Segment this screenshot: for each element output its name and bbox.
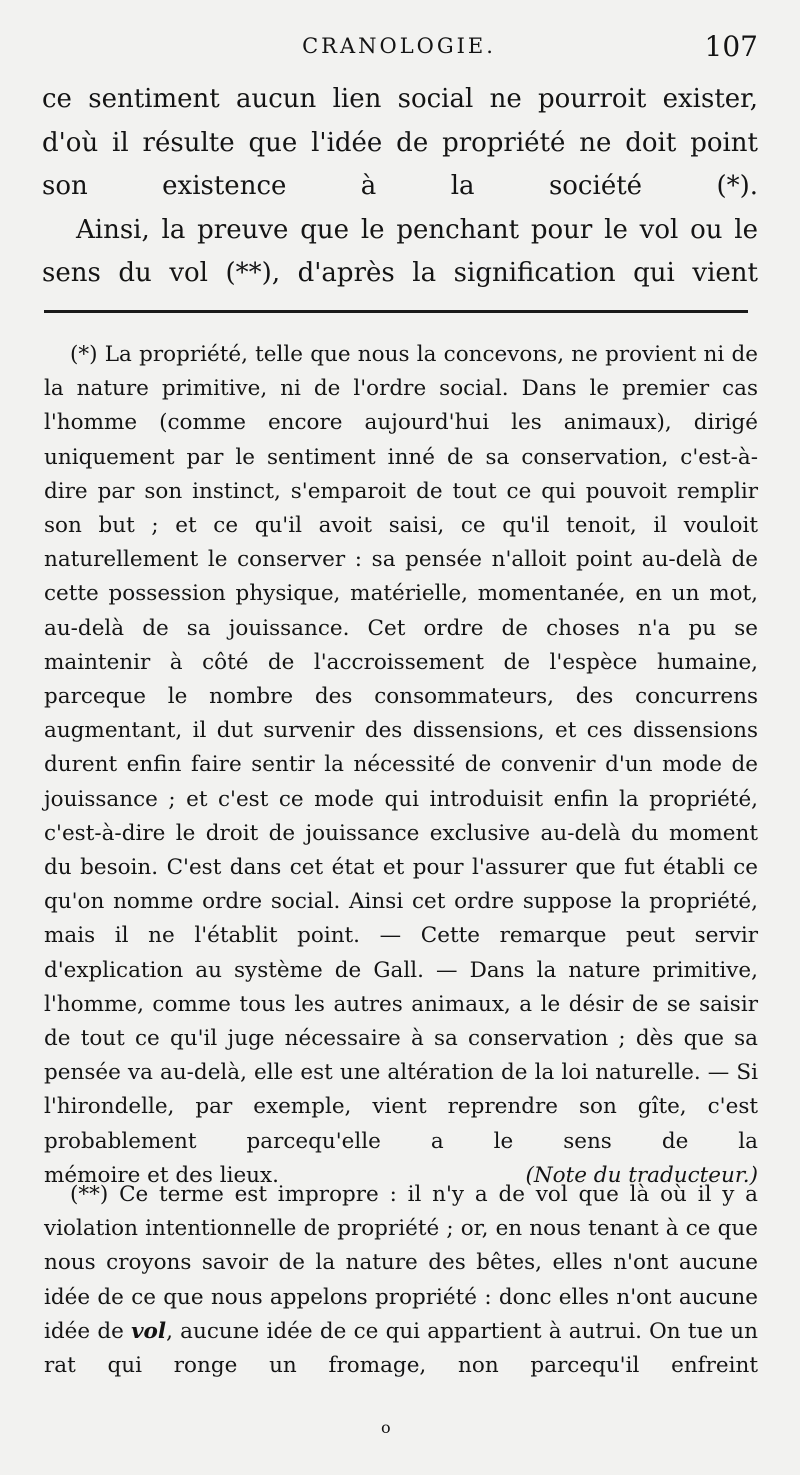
footnote-2-text-end: , aucune idée de ce qui appartient à autrui. On tue un rat qui ronge un fromage, non parcequ'il enfreint — [44, 1318, 758, 1379]
running-title: CRANOLOGIE. — [302, 34, 496, 58]
main-text — [42, 78, 758, 296]
footnote-2-text — [44, 1178, 758, 1383]
page-header — [40, 28, 758, 68]
footnote-1 — [44, 338, 758, 1193]
paragraph-1: ce sentiment aucun lien social ne pourroit exister, d'où il résulte que l'idée de propriété ne doit point son existence à la société (*). — [42, 84, 758, 201]
footnote-1-last-line: mémoire et des lieux. — [44, 1162, 279, 1188]
page-number: 107 — [704, 30, 758, 63]
footnote-1-text: (*) La propriété, telle que nous la concevons, ne provient ni de la nature primitive, ni de l'ordre social. Dans le premier cas l'homme (comme encore aujourd'hui les animaux), dirigé uniquement par le sentiment inné de sa conservation, c'est-à-dire par son instinct, s'emparoit de tout ce qui pouvoit remplir son but ; et ce qu'il avoit saisi, ce qu'il tenoit, il vouloit naturellement le conserver : sa pensée n'alloit point au-delà de cette possession physique, matérielle, momentanée, en un mot, au-delà de sa jouissance. Cet ordre de choses n'a pu se maintenir à côté de l'accroissement de l'espèce humaine, parceque le nombre des consommateurs, des concurrens augmentant, il dut survenir des dissensions, et ces dissensions durent enfin faire sentir la nécessité de convenir d'un mode de jouissance ; et c'est ce mode qui introduisit enfin la propriété, c'est-à-dire le droit de jouissance exclusive au-delà du moment du besoin. C'est dans cet état et pour l'assurer que fut établi ce qu'on nomme ordre social. Ainsi cet ordre suppose la propriété, mais il ne l'établit point. — Cette remarque peut servir d'explication au système de Gall. — Dans la nature primitive, l'homme, comme tous les autres animaux, a le désir de se saisir de tout ce qu'il juge nécessaire à sa conservation ; dès que sa pensée va au-delà, elle est une altération de la loi naturelle. — Si l'hirondelle, par exemple, vient reprendre son gîte, c'est probablement parcequ'elle a le sens de la — [44, 342, 758, 1154]
footnote-2-emphasis: vol — [131, 1318, 167, 1344]
translator-note-attribution: (Note du traducteur.) — [525, 1162, 758, 1188]
footnote-2-text-start: (**) Ce terme est impropre : il n'y a de vol que là où il y a violation intentionnelle de propriété ; or, en nous tenant à ce que nous croyons savoir de la nature des bêtes, elles n'ont aucune idée de ce que nous appelons propriété : donc elles n'ont aucune idée de — [44, 1182, 758, 1344]
footnote-separator-rule — [44, 310, 748, 313]
footnote-2 — [44, 1178, 758, 1383]
signature-mark: o — [381, 1418, 391, 1437]
paragraph-2: Ainsi, la preuve que le penchant pour le vol ou le sens du vol (**), d'après la signification qui vient — [42, 214, 758, 288]
